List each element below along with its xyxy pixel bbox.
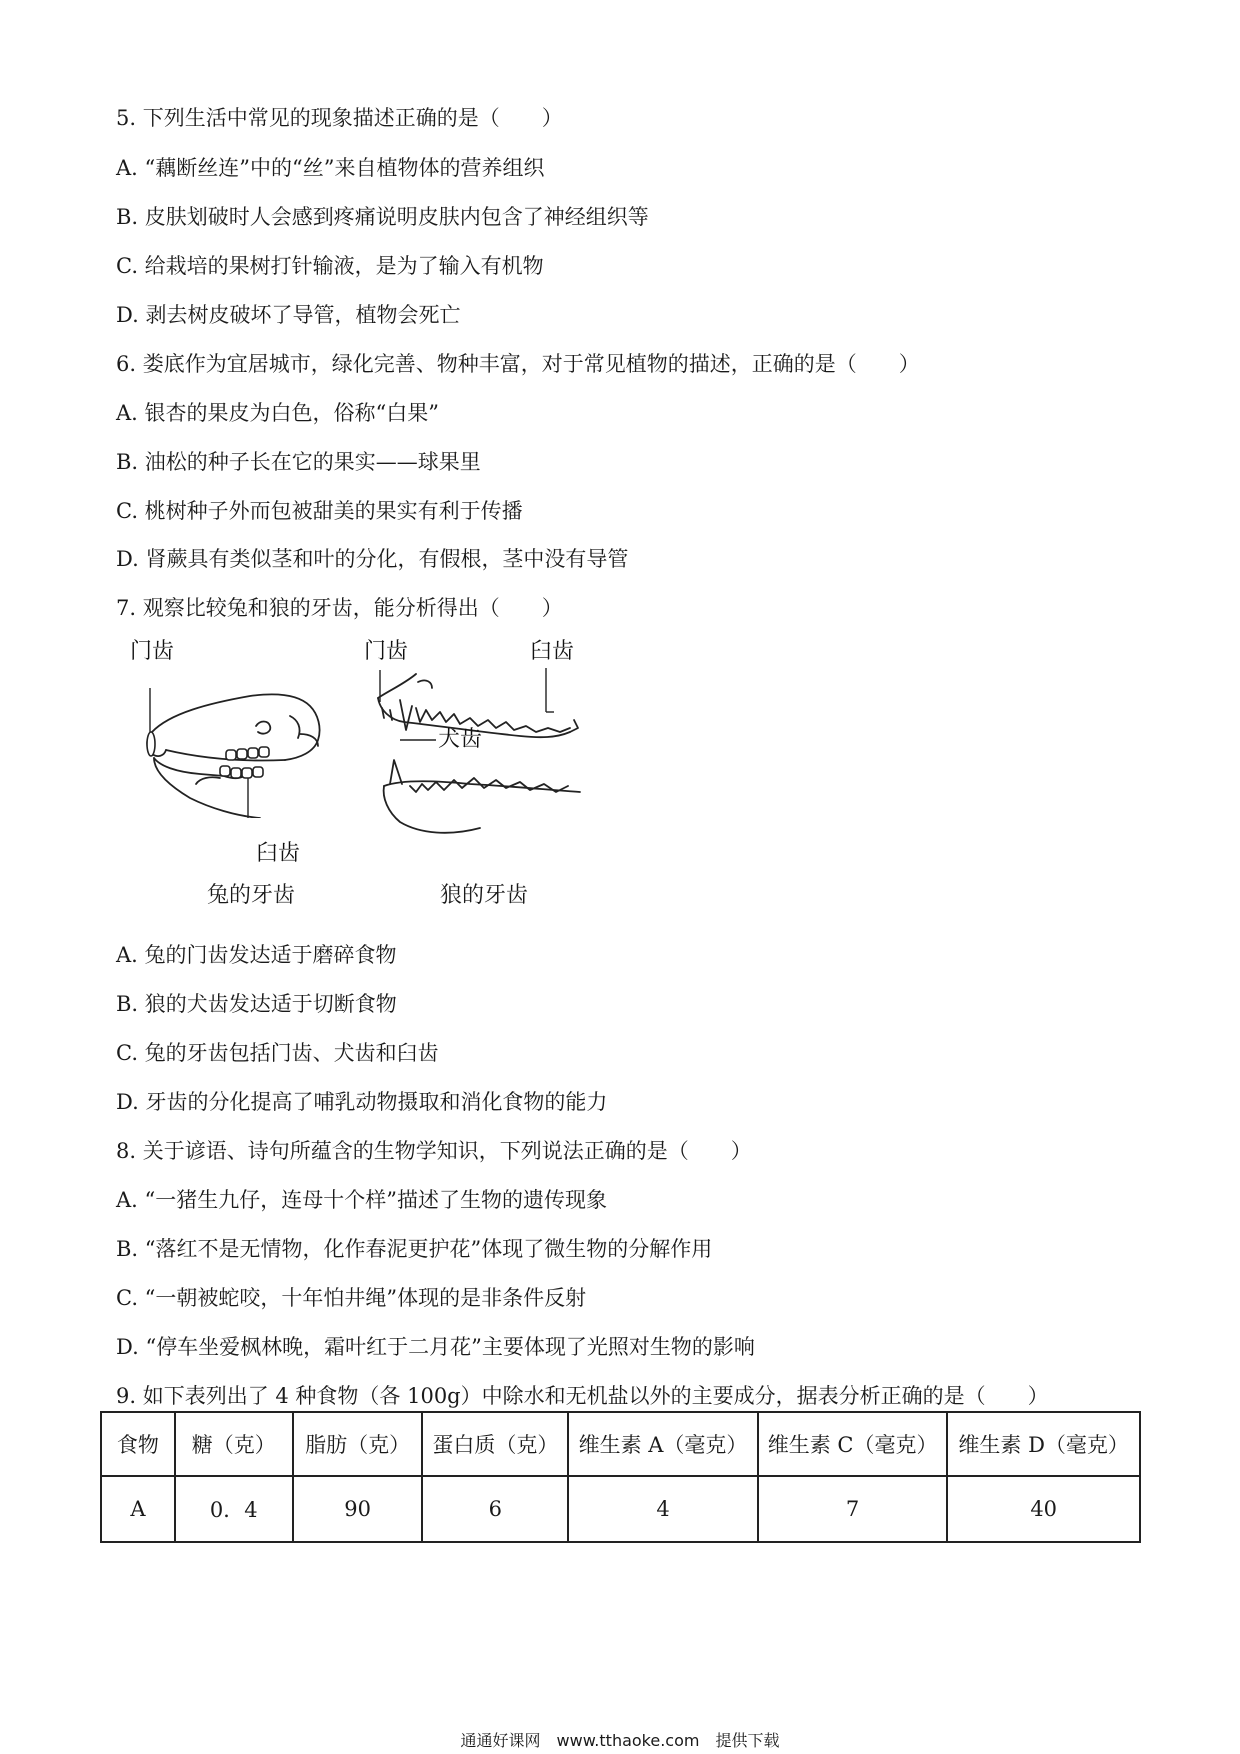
rabbit-skull-figure xyxy=(140,668,350,818)
nutrient-table xyxy=(100,1411,1141,1543)
table-header-cell: 蛋白质（克） xyxy=(422,1412,568,1476)
table-header-cell: 维生素 C（毫克） xyxy=(758,1412,948,1476)
rabbit-caption: 兔的牙齿 xyxy=(207,883,296,908)
q5-stem: 5. 下列生活中常见的现象描述正确的是（ ） xyxy=(116,106,563,130)
q7-option-b: B. 狼的犬齿发达适于切断食物 xyxy=(116,992,397,1016)
table-cell: 7 xyxy=(758,1476,948,1542)
q6-option-a: A. 银杏的果皮为白色，俗称“白果” xyxy=(116,401,439,425)
wolf-incisor-label: 门齿 xyxy=(364,639,409,664)
table-header-row xyxy=(101,1412,1140,1476)
table-cell: A xyxy=(101,1476,175,1542)
table-header-cell: 食物 xyxy=(101,1412,175,1476)
q5-option-d: D. 剥去树皮破坏了导管，植物会死亡 xyxy=(116,303,461,327)
q6-stem: 6. 娄底作为宜居城市，绿化完善、物种丰富，对于常见植物的描述，正确的是（ ） xyxy=(116,352,920,376)
table-header-cell: 维生素 D（毫克） xyxy=(947,1412,1140,1476)
table-header-cell: 脂肪（克） xyxy=(293,1412,423,1476)
q7-option-a: A. 兔的门齿发达适于磨碎食物 xyxy=(116,943,397,967)
table-header-cell: 糖（克） xyxy=(175,1412,293,1476)
q7-option-c: C. 兔的牙齿包括门齿、犬齿和臼齿 xyxy=(116,1041,439,1065)
wolf-caption: 狼的牙齿 xyxy=(440,883,529,908)
q5-option-c: C. 给栽培的果树打针输液，是为了输入有机物 xyxy=(116,254,544,278)
q6-option-d: D. 肾蕨具有类似茎和叶的分化，有假根，茎中没有导管 xyxy=(116,547,629,571)
q8-option-b: B. “落红不是无情物，化作春泥更护花”体现了微生物的分解作用 xyxy=(116,1237,713,1261)
q6-option-c: C. 桃树种子外而包被甜美的果实有利于传播 xyxy=(116,499,523,523)
q8-stem: 8. 关于谚语、诗句所蕴含的生物学知识，下列说法正确的是（ ） xyxy=(116,1139,752,1163)
q5-option-a: A. “藕断丝连”中的“丝”来自植物体的营养组织 xyxy=(116,156,545,180)
q5-option-b: B. 皮肤划破时人会感到疼痛说明皮肤内包含了神经组织等 xyxy=(116,205,649,229)
rabbit-incisor-label: 门齿 xyxy=(130,639,175,664)
q7-option-d: D. 牙齿的分化提高了哺乳动物摄取和消化食物的能力 xyxy=(116,1090,608,1114)
q6-option-b: B. 油松的种子长在它的果实——球果里 xyxy=(116,450,481,474)
wolf-molar-label: 臼齿 xyxy=(530,639,575,664)
wolf-canine-label: 犬齿 xyxy=(438,727,483,752)
table-cell: 6 xyxy=(422,1476,568,1542)
q8-option-d: D. “停车坐爱枫林晚，霜叶红于二月花”主要体现了光照对生物的影响 xyxy=(116,1335,755,1359)
table-header-cell: 维生素 A（毫克） xyxy=(568,1412,758,1476)
table-cell: 0．4 xyxy=(175,1476,293,1542)
page-footer: 通通好课网 www.tthaoke.com 提供下载 xyxy=(460,1731,780,1750)
q9-stem: 9. 如下表列出了 4 种食物（各 100g）中除水和无机盐以外的主要成分，据表分析正确的是（ ） xyxy=(116,1384,1049,1408)
q8-option-c: C. “一朝被蛇咬，十年怕井绳”体现的是非条件反射 xyxy=(116,1286,587,1310)
q8-option-a: A. “一猪生九仔，连母十个样”描述了生物的遗传现象 xyxy=(116,1188,607,1212)
rabbit-molar-label: 臼齿 xyxy=(256,841,301,866)
table-row xyxy=(101,1476,1140,1542)
table-cell: 90 xyxy=(293,1476,423,1542)
table-cell: 40 xyxy=(947,1476,1140,1542)
table-cell: 4 xyxy=(568,1476,758,1542)
q7-stem: 7. 观察比较兔和狼的牙齿，能分析得出（ ） xyxy=(116,596,563,620)
